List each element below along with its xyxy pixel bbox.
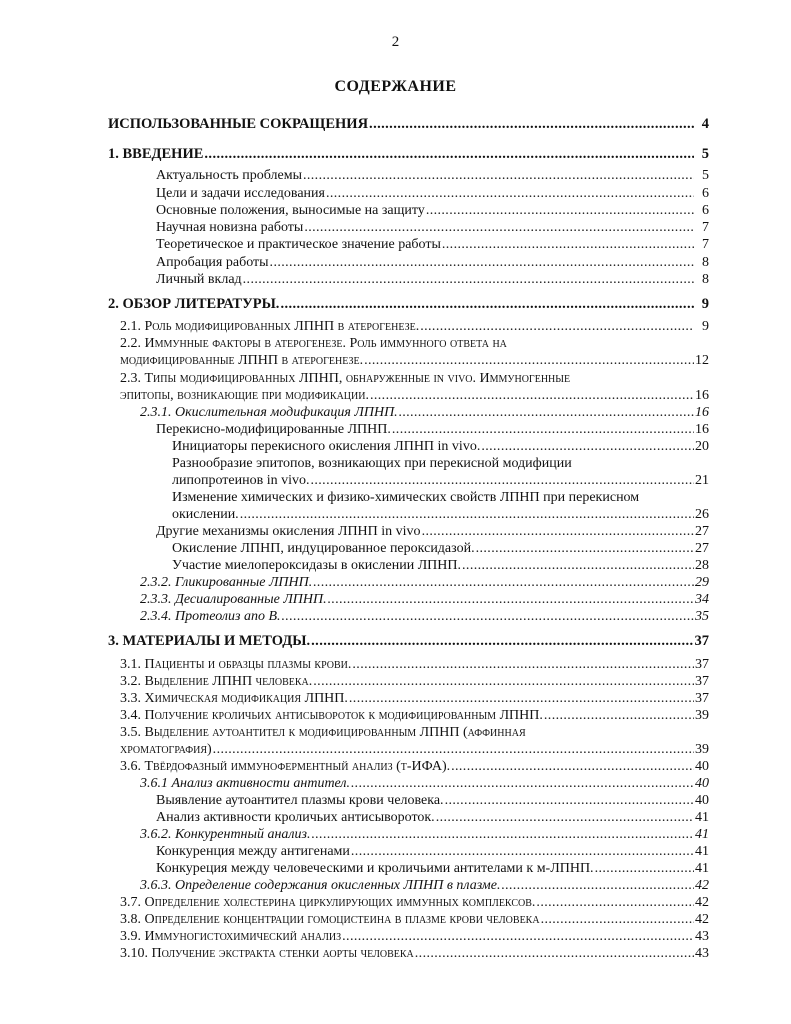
toc-entry-autoantibodies[interactable]: Выявление аутоантител плазмы крови человека. ..... 40 xyxy=(156,793,709,809)
toc-entry-2-3-3[interactable]: 2.3.3. Десиалированные ЛПНП. ..... 34 xyxy=(140,592,709,608)
toc-entry-2-3-first-line[interactable]: 2.3. Типы модифицированных ЛПНП, обнаруженные in vivo. Иммуногенные xyxy=(120,371,571,386)
toc-entry-introduction[interactable]: 1. ВВЕДЕНИЕ ..... 5 xyxy=(108,146,709,162)
toc-entry-antibody-competition[interactable]: Конкуреция между человеческими и кроличьими антителами к м-ЛПНП. ..... 41 xyxy=(156,861,709,877)
toc-entry-3-5-first-line[interactable]: 3.5. Выделение аутоантител к модифицированным ЛПНП (аффинная xyxy=(120,725,526,740)
toc-entry-other-mechanisms[interactable]: Другие механизмы окисления ЛПНП in vivo ..... 27 xyxy=(156,524,709,540)
toc-entry-approbation[interactable]: Апробация работы ..... 8 xyxy=(156,255,709,271)
toc-entry-literature-review[interactable]: 2. ОБЗОР ЛИТЕРАТУРЫ. ..... 9 xyxy=(108,296,709,312)
toc-entry-2-2[interactable]: модифицированные ЛПНП в атерогенезе. ..... 12 xyxy=(120,353,709,369)
toc-entry-3-8[interactable]: 3.8. Определение концентрации гомоцистеина в плазме крови человека ..... 42 xyxy=(120,912,709,928)
toc-entry-initiators[interactable]: Инициаторы перекисного окисления ЛПНП in vivo. ..... 20 xyxy=(172,439,709,455)
toc-entry-antigen-competition[interactable]: Конкуренция между антигенами ..... 41 xyxy=(156,844,709,860)
toc-entry-abbreviations[interactable]: ИСПОЛЬЗОВАННЫЕ СОКРАЩЕНИЯ ..... 4 xyxy=(108,116,709,132)
toc-entry-3-1[interactable]: 3.1. Пациенты и образцы плазмы крови. ..... 37 xyxy=(120,657,709,673)
toc-entry-2-3-2[interactable]: 2.3.2. Гликированные ЛПНП. ..... 29 xyxy=(140,575,709,591)
toc-entry-3-4[interactable]: 3.4. Получение кроличьих антисывороток к модифицированным ЛПНП. ..... 39 xyxy=(120,708,709,724)
toc-entry-3-6[interactable]: 3.6. Твёрдофазный иммуноферментный анализ (т-ИФА). ..... 40 xyxy=(120,759,709,775)
toc-entry-theses[interactable]: Основные положения, выносимые на защиту ..... 6 xyxy=(156,203,709,219)
toc-entry-3-10[interactable]: 3.10. Получение экстракта стенки аорты человека ..... 43 xyxy=(120,946,709,962)
page-number: 2 xyxy=(391,34,400,50)
toc-entry-goals[interactable]: Цели и задачи исследования ..... 6 xyxy=(156,186,709,202)
toc-entry-3-6-1[interactable]: 3.6.1 Анализ активности антител. ..... 40 xyxy=(140,776,709,792)
toc-entry-2-2-first-line[interactable]: 2.2. Иммунные факторы в атерогенезе. Роль иммунного ответа на xyxy=(120,336,507,351)
toc-entry-3-5[interactable]: хроматография) ..... 39 xyxy=(120,742,709,758)
toc-entry-2-1[interactable]: 2.1. Роль модифицированных ЛПНП в атерогенезе. ..... 9 xyxy=(120,319,709,335)
toc-entry-materials-methods[interactable]: 3. МАТЕРИАЛЫ И МЕТОДЫ. ..... 37 xyxy=(108,633,709,649)
toc-entry-properties-first-line[interactable]: Изменение химических и физико-химических свойств ЛПНП при перекисном xyxy=(172,490,640,505)
toc-entry-relevance[interactable]: Актуальность проблемы ..... 5 xyxy=(156,168,709,184)
toc-entry-peroxide-modified[interactable]: Перекисно-модифицированные ЛПНП. ..... 16 xyxy=(156,422,709,438)
toc-entry-significance[interactable]: Теоретическое и практическое значение работы ..... 7 xyxy=(156,237,709,253)
toc-entry-novelty[interactable]: Научная новизна работы ..... 7 xyxy=(156,220,709,236)
toc-entry-rabbit-antisera[interactable]: Анализ активности кроличьих антисывороток. ..... 41 xyxy=(156,810,709,826)
toc-entry-2-3-4[interactable]: 2.3.4. Протеолиз апо В. ..... 35 xyxy=(140,609,709,625)
toc-entry-peroxidase[interactable]: Окисление ЛПНП, индуцированное пероксидазой. ..... 27 xyxy=(172,541,709,557)
toc-entry-2-3[interactable]: эпитопы, возникающие при модификации. ..... 16 xyxy=(120,388,709,404)
toc-entry-myeloperoxidase[interactable]: Участие миелопероксидазы в окислении ЛПНП. ..... 28 xyxy=(172,558,709,574)
toc-entry-2-3-1[interactable]: 2.3.1. Окислительная модификация ЛПНП. ..... 16 xyxy=(140,405,709,421)
toc-entry-3-6-3[interactable]: 3.6.3. Определение содержания окисленных ЛПНП в плазме. ..... 42 xyxy=(140,878,709,894)
toc-entry-3-6-2[interactable]: 3.6.2. Конкурентный анализ. ..... 41 xyxy=(140,827,709,843)
toc-entry-epitopes-first-line[interactable]: Разнообразие эпитопов, возникающих при перекисной модифиции xyxy=(172,456,572,471)
toc-entry-contribution[interactable]: Личный вклад ..... 8 xyxy=(156,272,709,288)
toc-entry-properties[interactable]: окислении. ..... 26 xyxy=(172,507,709,523)
toc-entry-3-2[interactable]: 3.2. Выделение ЛПНП человека. ..... 37 xyxy=(120,674,709,690)
toc-entry-3-7[interactable]: 3.7. Определение холестерина циркулирующих иммунных комплексов. ..... 42 xyxy=(120,895,709,911)
page-title: СОДЕРЖАНИЕ xyxy=(334,78,457,95)
toc-entry-3-3[interactable]: 3.3. Химическая модификация ЛПНП. ..... 37 xyxy=(120,691,709,707)
toc-entry-epitopes[interactable]: липопротеинов in vivo. ..... 21 xyxy=(172,473,709,489)
toc-entry-3-9[interactable]: 3.9. Иммуногистохимический анализ ..... 43 xyxy=(120,929,709,945)
